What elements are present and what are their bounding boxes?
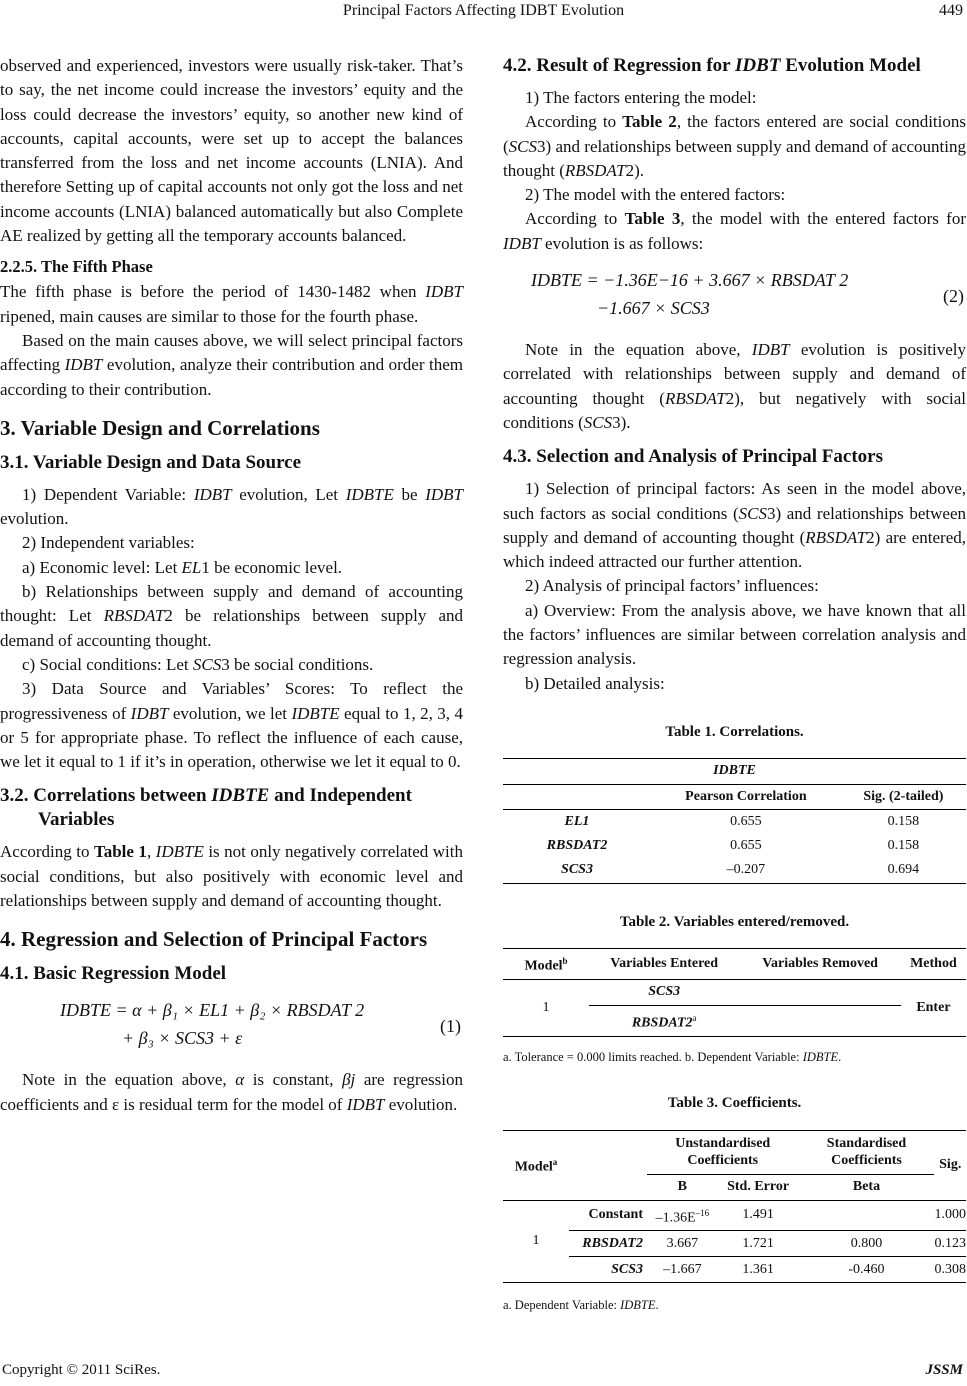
table-3-caption: Table 3. Coefficients.: [667, 1095, 802, 1112]
correlations-paragraph: According to Table 1, IDBTE is not only negatively correlated with social conditions, but also positively with economic level and relationships between supply and demand of accounting thought.: [0, 842, 463, 911]
independent-variables: 2) Independent variables:: [22, 533, 195, 553]
heading-4-2: 4.2. Result of Regression for IDBT Evolution Model: [503, 55, 921, 76]
equation-2: [503, 264, 966, 326]
right-column: [503, 54, 966, 1318]
based-on-paragraph: Based on the main causes above, we will select principal factors affecting IDBT evolution, analyze their contribution and order them according to their contribution.: [0, 330, 463, 399]
overview-paragraph: a) Overview: From the analysis above, we have known that all the factors’ influences are similar between correlation analysis and regression analysis.: [503, 600, 966, 669]
table-3-header-beta: Beta: [852, 1178, 881, 1194]
fifth-phase-paragraph: The fifth phase is before the period of 1430-1482 when IDBT ripened, main causes are similar to those for the fourth phase.: [0, 282, 463, 326]
item-data-source: 3) Data Source and Variables’ Scores: To reflect the progressiveness of IDBT evolution, we let IDBTE equal to 1, 2, 3, 4 or 5 for appropriate phase. To reflect the influence of each cause, we let it equal to 1 if it’s in operation, otherwise we let it equal to 0.: [0, 679, 463, 772]
table-3: [503, 1130, 966, 1284]
selection-paragraph: 1) Selection of principal factors: As seen in the model above, such factors as social conditions (SCS3) and relationships between supply and demand of accounting thought (RBSDAT2) are entered, which indeed attracted our further attention.: [503, 479, 967, 572]
table-2-caption: Table 2. Variables entered/removed.: [619, 913, 850, 930]
equation-1: [0, 994, 463, 1056]
table-2-header-removed: Variables Removed: [762, 955, 878, 971]
table-row: SCS3 –1.667 1.361 -0.460 0.308: [503, 1257, 966, 1283]
table-row: 1 Constant $-1.36E^{-16}$ 1.491 1.000: [503, 1200, 966, 1231]
heading-3-1: 3.1. Variable Design and Data Source: [0, 451, 302, 473]
heading-3-2: 3.2. Correlations between IDBTE and Independent Variables: [0, 785, 412, 831]
table-2-header-method: Method: [910, 955, 957, 971]
according-table-2: According to Table 2, the factors entered are social conditions (SCS3) and relationships between supply and demand of accounting thought (RBSDAT2).: [503, 112, 966, 180]
table-1-header-sig: Sig. (2-tailed): [841, 784, 966, 809]
table-3-header-se: Std. Error: [727, 1178, 790, 1194]
analysis-heading: 2) Analysis of principal factors’ influences:: [525, 576, 819, 596]
factors-entering: 1) The factors entering the model:: [525, 88, 757, 107]
table-3-header-sig: Sig.: [939, 1156, 962, 1172]
heading-3: 3. Variable Design and Correlations: [0, 415, 320, 440]
table-3-header-model: Model$^a$: [514, 1157, 558, 1175]
running-head: [0, 0, 967, 24]
table-2-entered-1: SCS3: [589, 979, 739, 1005]
item-economic-level: a) Economic level: Let EL1 be economic level.: [22, 557, 343, 577]
table-2-header-entered: Variables Entered: [610, 955, 719, 971]
item-social-conditions: c) Social conditions: Let SCS3 be social conditions.: [22, 654, 374, 674]
heading-2-2-5: 2.2.5. The Fifth Phase: [0, 257, 153, 277]
table-row: RBSDAT2 3.667 1.721 0.800 0.123: [503, 1231, 966, 1257]
table-2: [503, 948, 966, 1037]
detailed-analysis: b) Detailed analysis:: [525, 673, 665, 693]
intro-paragraph: observed and experienced, investors were usually risk-taker. That’s to say, the net income could increase the investors’ equity and the loss could decrease the investors’ equity, so another new kind of accounts, capital accounts, were set up to accept the balances transferred from the loss and net income accounts (LNIA). And therefore Setting up of capital accounts not only got the loss and net income accounts (LNIA) balanced automatically but also Complete AE realized by getting all the temporary accounts balanced.: [0, 56, 463, 246]
equation-1-line-2: + β₃ × SCS3 + ε: [122, 1028, 243, 1049]
item-relationships: b) Relationships between supply and demand of accounting thought: Let RBSDAT2 be relationships between supply and demand of accounting thought.: [0, 582, 463, 650]
heading-4-1: 4.1. Basic Regression Model: [0, 963, 227, 985]
model-entered: 2) The model with the entered factors:: [525, 185, 786, 205]
heading-4-3: 4.3. Selection and Analysis of Principal Factors: [503, 446, 883, 468]
running-title: Principal Factors Affecting IDBT Evolution: [342, 2, 625, 19]
table-2-method: Enter: [916, 999, 951, 1015]
equation-2-number: (2): [943, 286, 964, 307]
table-2-header-model: Model$^b$: [524, 956, 568, 974]
table-1-group-header: IDBTE: [713, 763, 756, 779]
dependent-variable: 1) Dependent Variable: IDBT evolution, Let IDBTE be IDBT evolution.: [0, 484, 463, 529]
table-3-header-std: Standardised Coefficients: [799, 1130, 935, 1174]
note-equation-2: Note in the equation above, IDBT evolution is positively correlated with relationships between supply and demand of accounting thought (RBSDAT2), but negatively with social conditions (SCS3).: [503, 340, 967, 432]
equation-1-line-1: IDBTE = α + β₁ × EL1 + β₂ × RBSDAT 2: [60, 1000, 365, 1021]
table-3-model: 1: [532, 1233, 540, 1249]
table-row: SCS3 –0.207 0.694: [503, 858, 966, 883]
table-row: EL1 0.655 0.158: [503, 809, 966, 834]
left-column: [0, 54, 463, 1117]
equation-1-number: (1): [440, 1016, 461, 1037]
according-table-3: According to Table 3, the model with the entered factors for IDBT evolution is as follows:: [503, 209, 966, 253]
table-row: RBSDAT2 0.655 0.158: [546, 838, 920, 854]
equation-2-line-1: IDBTE = −1.36E−16 + 3.667 × RBSDAT 2: [531, 270, 849, 291]
table-2-model: 1: [542, 999, 550, 1015]
equation-2-line-2: −1.667 × SCS3: [597, 298, 710, 319]
journal-name: JSSM: [925, 1362, 963, 1378]
heading-4: 4. Regression and Selection of Principal Factors: [0, 927, 428, 952]
table-1: [503, 758, 966, 883]
copyright: Copyright © 2011 SciRes.: [2, 1362, 161, 1378]
table-3-note: a. Dependent Variable: IDBTE.: [503, 1298, 659, 1313]
table-3-header-unstd: Unstandardised Coefficients: [647, 1130, 799, 1174]
table-1-header-pearson: Pearson Correlation: [651, 784, 841, 809]
table-1-caption: Table 1. Correlations.: [665, 723, 804, 740]
table-2-entered-2: RBSDAT2$^a$: [631, 1012, 697, 1031]
table-2-note: a. Tolerance = 0.000 limits reached. b. Dependent Variable: IDBTE.: [503, 1049, 842, 1064]
note-equation-1: Note in the equation above, α is constant, βj are regression coefficients and ε is residual term for the model of IDBT evolution.: [0, 1070, 463, 1114]
table-3-header-b: B: [677, 1178, 688, 1194]
page-number: 449: [939, 2, 963, 19]
